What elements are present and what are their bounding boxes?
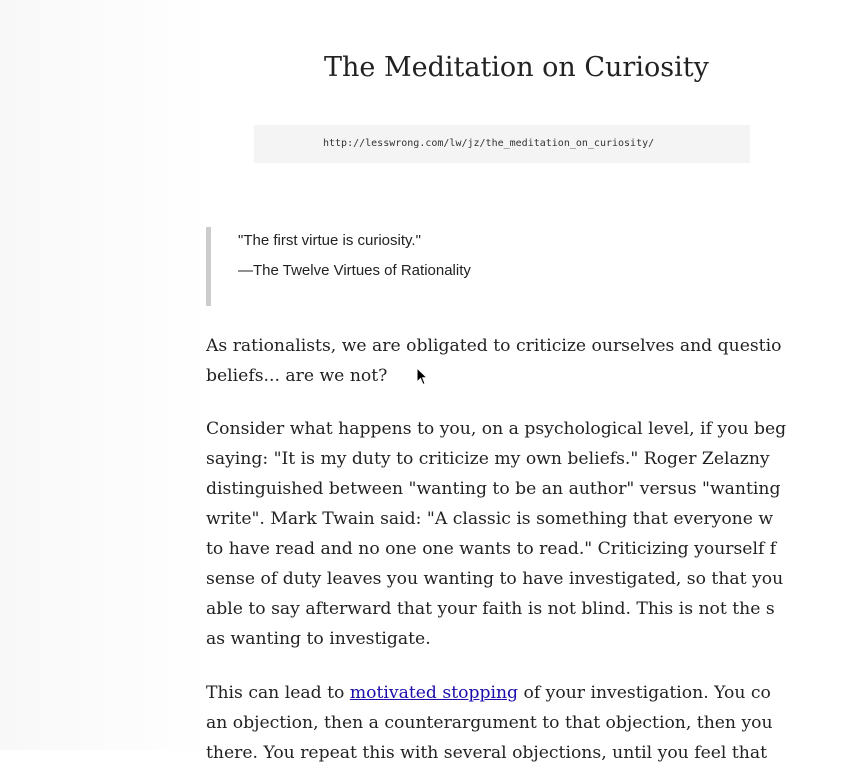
paragraph-2 [206,414,846,654]
paragraph-text: This can lead to [206,683,350,703]
paragraph-3 [206,678,846,768]
page-margin [0,0,210,750]
epigraph-attribution: —The Twelve Virtues of Rationality [238,262,471,279]
paragraph-line [206,678,846,708]
paragraph-line: Consider what happens to you, on a psychological level, if you beg [206,419,787,439]
paragraph-line: saying: "It is my duty to criticize my own beliefs." Roger Zelazny [206,449,770,469]
epigraph-blockquote [206,227,750,306]
article-url: http://lesswrong.com/lw/jz/the_meditation_on_curiosity/ [323,138,655,149]
motivated-stopping-link[interactable]: motivated stopping [349,683,519,703]
article-title: The Meditation on Curiosity [324,52,709,83]
paragraph-line: there. You repeat this with several objections, until you feel that [206,743,768,763]
paragraph-line: as wanting to investigate. [206,629,431,649]
paragraph-line: an objection, then a counterargument to that objection, then you [206,713,773,733]
paragraph-line: distinguished between "wanting to be an author" versus "wanting [206,479,781,499]
paragraph-line: sense of duty leaves you wanting to have investigated, so that you [206,569,784,589]
epigraph-quote: "The first virtue is curiosity." [238,232,421,249]
paragraph-line: write". Mark Twain said: "A classic is something that everyone w [206,509,774,529]
paragraph-line: to have read and no one one wants to read." Criticizing yourself f [206,539,777,559]
mouse-pointer-icon [416,367,428,386]
paragraph-text: of your investigation. You co [518,683,771,703]
paragraph-1 [206,331,846,391]
url-box [254,125,750,163]
paragraph-line: As rationalists, we are obligated to criticize ourselves and questio [206,336,782,356]
paragraph-line: able to say afterward that your faith is not blind. This is not the s [206,599,775,619]
paragraph-line: beliefs... are we not? [206,366,388,386]
